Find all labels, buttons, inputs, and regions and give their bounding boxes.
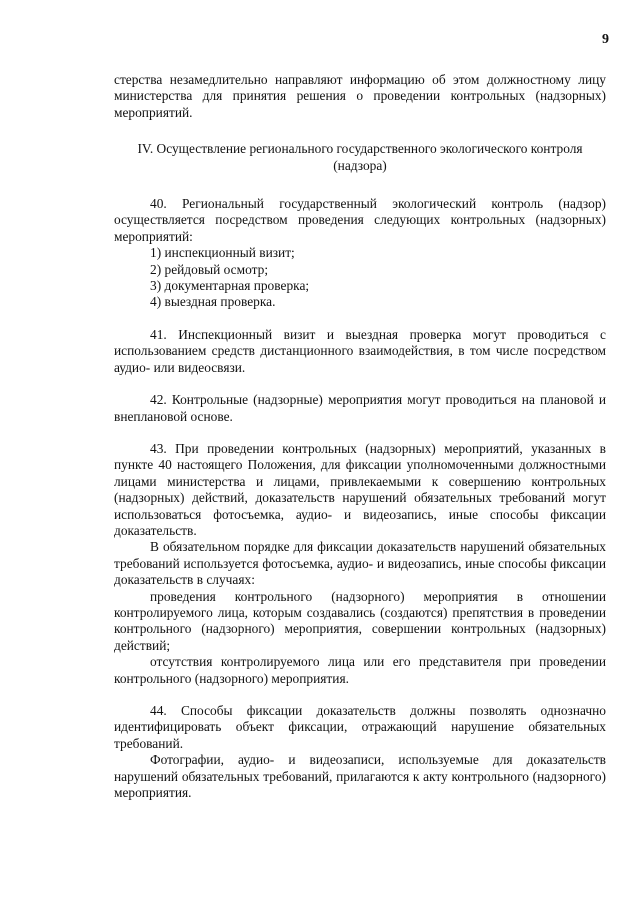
paragraph-43-case-absence: отсутствия контролируемого лица или его представителя при проведении контрольного (надзорного) мероприятия. [114, 654, 606, 686]
paragraph-43-case-obstruction: проведения контрольного (надзорного) мероприятия в отношении контролируемого лица, которым создавались (создаются) препятствия в проведении контрольного (надзорного) мероприятия, совершении контрольных (надзорных) действий; [114, 588, 606, 653]
list-item: 3) документарная проверка; [150, 278, 310, 294]
paragraph-44: 44. Способы фиксации доказательств должны позволять однозначно идентифицировать объект фиксации, отражающий нарушение обязательных требований. [114, 703, 606, 751]
paragraph-41: 41. Инспекционный визит и выездная проверка могут проводиться с использованием средств дистанционного взаимодействия, в том числе посредством аудио- или видеосвязи. [114, 326, 606, 375]
paragraph-42: 42. Контрольные (надзорные) мероприятия могут проводиться на плановой и внеплановой основе. [114, 392, 606, 424]
paragraph-43: 43. При проведении контрольных (надзорных) мероприятий, указанных в пункте 40 настоящего Положения, для фиксации уполномоченными должностными лицами министерства и лицами, привлекаемыми к совершению контрольных (надзорных) действий, доказательств нарушений обязательных требований могут использоваться фотосъемка, аудио- и видеозапись, иные способы фиксации доказательств. [114, 440, 606, 538]
paragraph-40: 40. Региональный государственный экологический контроль (надзор) осуществляется посредством проведения следующих контрольных (надзорных) мероприятий: [114, 196, 606, 244]
page-number: 9 [602, 32, 609, 47]
paragraph-44-attachments: Фотографии, аудио- и видеозаписи, используемые для доказательств нарушений обязательных требований, прилагаются к акту контрольного (надзорного) мероприятия. [114, 752, 606, 801]
paragraph-43-mandatory: В обязательном порядке для фиксации доказательств нарушений обязательных требований используется фотосъемка, аудио- и видеозапись, иные способы фиксации доказательств в случаях: [114, 539, 606, 588]
list-item: 4) выездная проверка. [150, 294, 276, 310]
section-heading: IV. Осуществление регионального государственного экологического контроля (надзора) [137, 141, 583, 173]
list-item: 1) инспекционный визит; [150, 245, 295, 261]
list-item: 2) рейдовый осмотр; [150, 261, 269, 277]
intro-paragraph: стерства незамедлительно направляют информацию об этом должностному лицу министерства для принятия решения о проведении контрольных (надзорных) мероприятий. [114, 72, 606, 120]
inspection-types-list [114, 245, 606, 311]
